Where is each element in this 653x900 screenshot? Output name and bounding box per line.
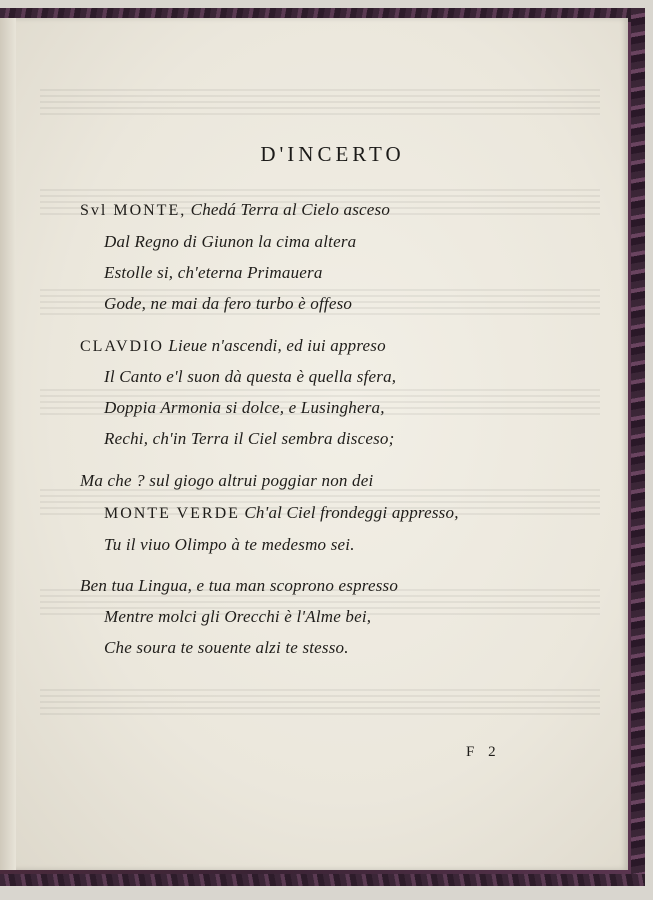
- verse-text: Lieue n'ascendi, ed iui appreso: [163, 336, 386, 355]
- verse-line: Il Canto e'l suon dà questa è quella sfera,: [104, 367, 397, 386]
- verse-capitals: Svl MONTE,: [80, 202, 187, 219]
- cover-edge-right: [631, 8, 645, 886]
- verse-line: Mentre molci gli Orecchi è l'Alme bei,: [104, 607, 372, 626]
- verse-line: Rechi, ch'in Terra il Ciel sembra disceso;: [104, 429, 395, 448]
- verse-line: Che soura te souente alzi te stesso.: [104, 638, 349, 657]
- verse-line: Ben tua Lingua, e tua man scoprono espresso: [80, 576, 399, 595]
- verse-line: Estolle si, ch'eterna Primauera: [104, 263, 323, 282]
- cover-edge-bottom: [0, 874, 645, 886]
- verse-line: Doppia Armonia si dolce, e Lusinghera,: [104, 398, 385, 417]
- verse-line: Tu il viuo Olimpo à te medesmo sei.: [104, 535, 355, 554]
- verse-line: Ma che ? sul giogo altrui poggiar non dei: [80, 471, 374, 490]
- verse-line: Dal Regno di Giunon la cima altera: [104, 232, 357, 251]
- verse-line: [104, 503, 459, 523]
- verse-capitals: MONTE VERDE: [104, 505, 240, 522]
- verse-capitals: CLAVDIO: [80, 338, 164, 355]
- verse-text: Chedá Terra al Cielo asceso: [186, 200, 391, 219]
- signature-mark: F 2: [466, 744, 501, 760]
- verse-text: Ch'al Ciel frondeggi appresso,: [239, 503, 459, 522]
- show-through-music-staves: [40, 70, 600, 770]
- verse-line: [80, 200, 390, 220]
- verse-line: Gode, ne mai da fero turbo è offeso: [104, 294, 353, 313]
- page-heading: D'INCERTO: [260, 142, 405, 166]
- verse-line: [80, 336, 386, 356]
